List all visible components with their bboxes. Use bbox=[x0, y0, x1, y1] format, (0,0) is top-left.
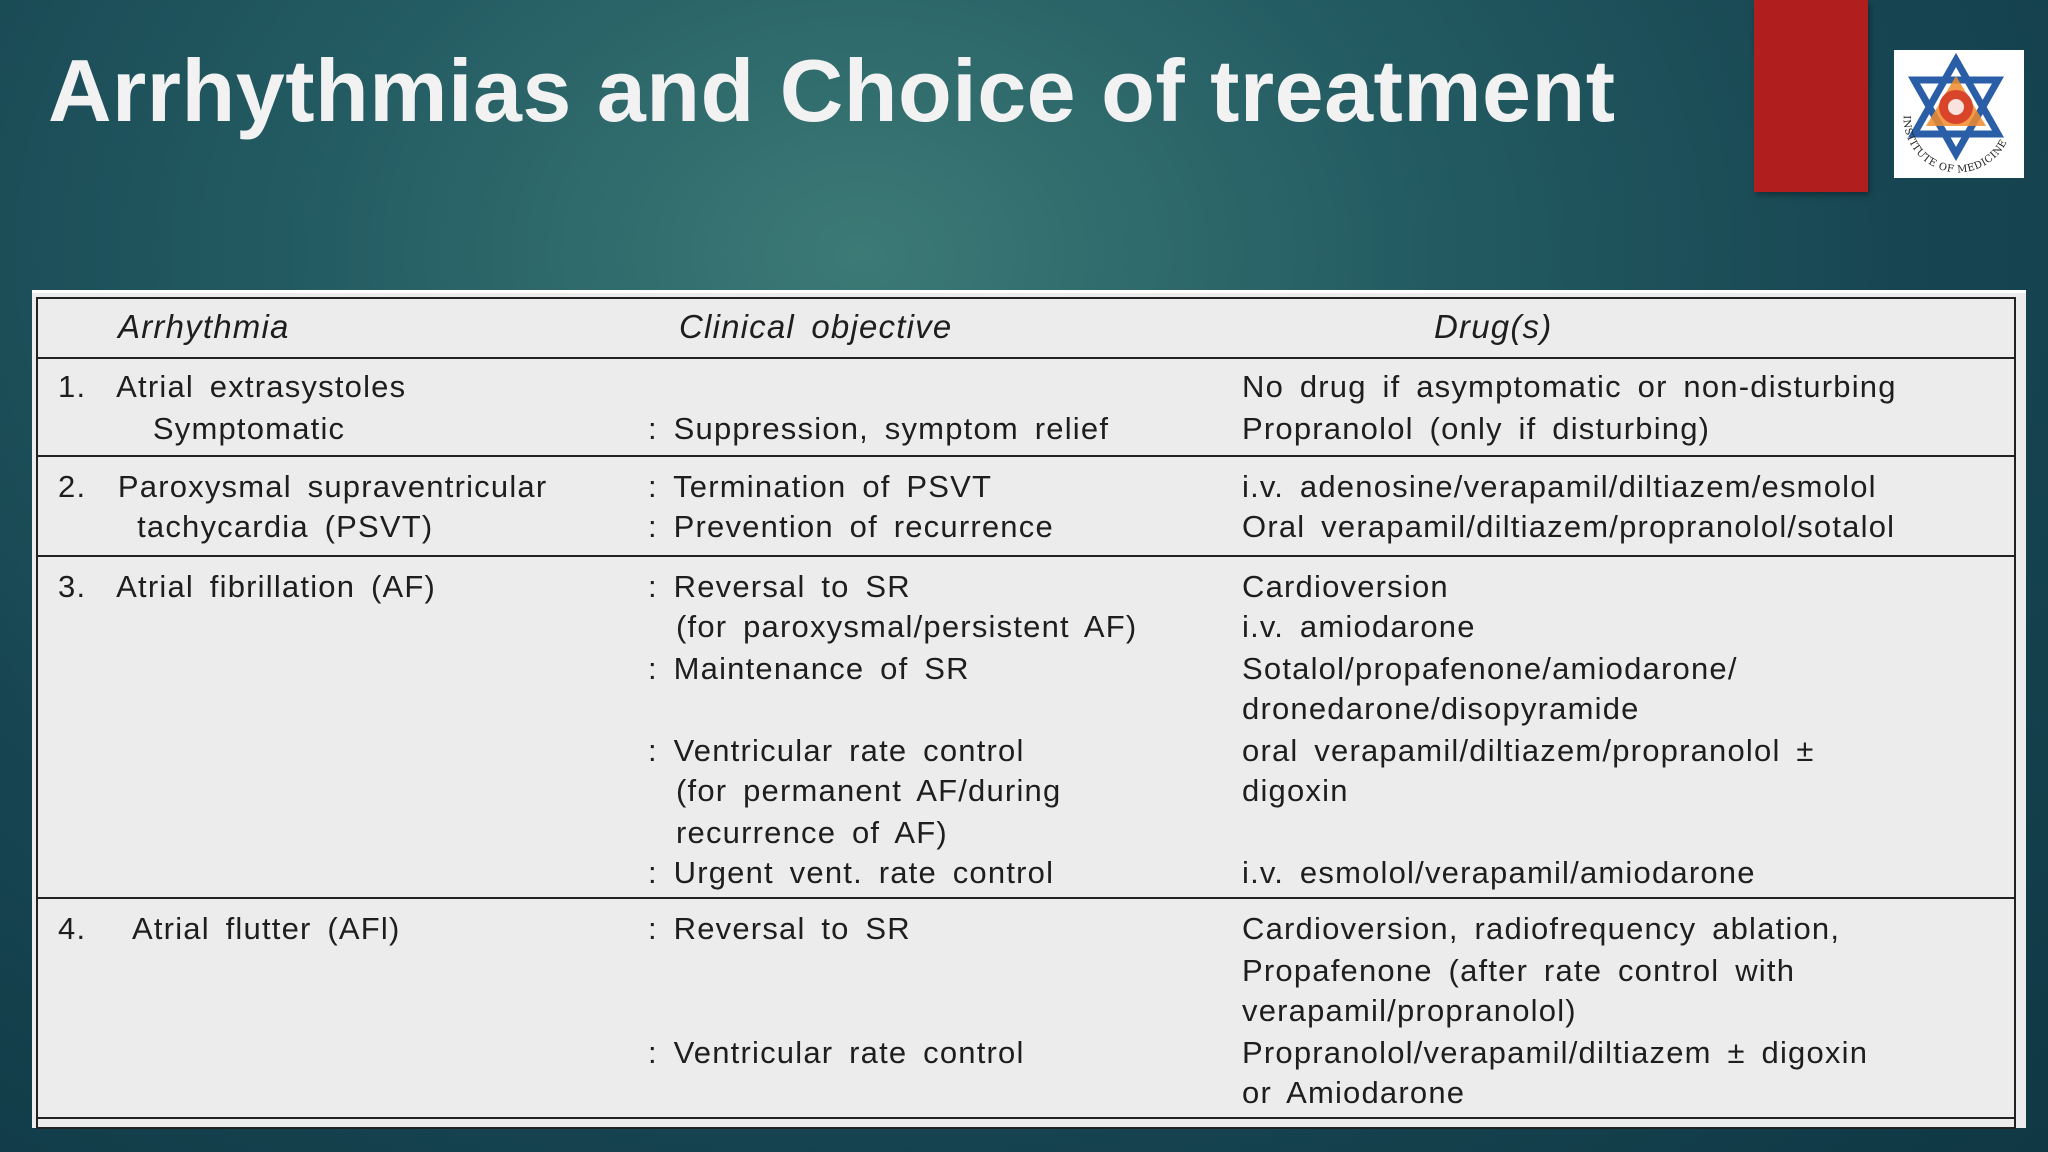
row3-objective-reversal: : Reversal to SR bbox=[648, 569, 911, 604]
row3-drug-cardioversion: Cardioversion bbox=[1242, 569, 1449, 604]
institute-logo bbox=[1894, 50, 2024, 178]
row2-arrhythmia-line1: 2. Paroxysmal supraventricular bbox=[58, 469, 548, 504]
row4-arrhythmia: 4. Atrial flutter (AFl) bbox=[58, 911, 401, 946]
treatment-table bbox=[32, 290, 2026, 1128]
row3-objective-reversal-note: (for paroxysmal/persistent AF) bbox=[676, 609, 1138, 644]
row4-drug-line4: Propranolol/verapamil/diltiazem ± digoxin bbox=[1242, 1035, 1869, 1070]
header-arrhythmia: Arrhythmia bbox=[118, 308, 290, 345]
header-drugs: Drug(s) bbox=[1434, 308, 1553, 345]
row4-objective-rate-control: : Ventricular rate control bbox=[648, 1035, 1025, 1070]
row4-drug-line1: Cardioversion, radiofrequency ablation, bbox=[1242, 911, 1841, 946]
row-divider bbox=[38, 1117, 2014, 1119]
row4-drug-line2: Propafenone (after rate control with bbox=[1242, 953, 1796, 988]
table-border bbox=[36, 297, 2016, 1129]
row3-arrhythmia: 3. Atrial fibrillation (AF) bbox=[58, 569, 437, 604]
row4-drug-line5: or Amiodarone bbox=[1242, 1075, 1466, 1110]
row-divider bbox=[38, 455, 2014, 457]
row1-objective: : Suppression, symptom relief bbox=[648, 411, 1110, 446]
row-divider bbox=[38, 897, 2014, 899]
row3-objective-rate-control: : Ventricular rate control bbox=[648, 733, 1025, 768]
row3-drug-urgent: i.v. esmolol/verapamil/amiodarone bbox=[1242, 855, 1756, 890]
row2-objective-prevention: : Prevention of recurrence bbox=[648, 509, 1054, 544]
row3-drug-iv-amiodarone: i.v. amiodarone bbox=[1242, 609, 1476, 644]
header-clinical-objective: Clinical objective bbox=[679, 308, 953, 345]
row2-drug-line1: i.v. adenosine/verapamil/diltiazem/esmolol bbox=[1242, 469, 1877, 504]
header-rule bbox=[38, 357, 2014, 359]
row4-drug-line3: verapamil/propranolol) bbox=[1242, 993, 1577, 1028]
row3-objective-rate-note2: recurrence of AF) bbox=[676, 815, 948, 850]
row2-objective-termination: : Termination of PSVT bbox=[648, 469, 993, 504]
row3-drug-maintenance-line1: Sotalol/propafenone/amiodarone/ bbox=[1242, 651, 1738, 686]
row3-objective-urgent: : Urgent vent. rate control bbox=[648, 855, 1055, 890]
slide-title: Arrhythmias and Choice of treatment bbox=[48, 41, 1616, 140]
row1-drug-line1: No drug if asymptomatic or non-disturbing bbox=[1242, 369, 1897, 404]
row3-drug-rate-line2: digoxin bbox=[1242, 773, 1349, 808]
row4-objective-reversal: : Reversal to SR bbox=[648, 911, 911, 946]
row3-drug-rate-line1: oral verapamil/diltiazem/propranolol ± bbox=[1242, 733, 1815, 768]
row-divider bbox=[38, 555, 2014, 557]
row1-arrhythmia-line1: 1. Atrial extrasystoles bbox=[58, 369, 407, 404]
row3-objective-rate-note1: (for permanent AF/during bbox=[676, 773, 1062, 808]
row1-arrhythmia-line2: Symptomatic bbox=[58, 411, 346, 446]
row1-drug-line2: Propranolol (only if disturbing) bbox=[1242, 411, 1711, 446]
row2-arrhythmia-line2: tachycardia (PSVT) bbox=[58, 509, 434, 544]
row3-drug-maintenance-line2: dronedarone/disopyramide bbox=[1242, 691, 1640, 726]
row3-objective-maintenance: : Maintenance of SR bbox=[648, 651, 970, 686]
accent-bar bbox=[1754, 0, 1868, 192]
row2-drug-line2: Oral verapamil/diltiazem/propranolol/sotalol bbox=[1242, 509, 1896, 544]
svg-text:INSTITUTE OF MEDICINE: INSTITUTE OF MEDICINE bbox=[1900, 115, 2010, 176]
